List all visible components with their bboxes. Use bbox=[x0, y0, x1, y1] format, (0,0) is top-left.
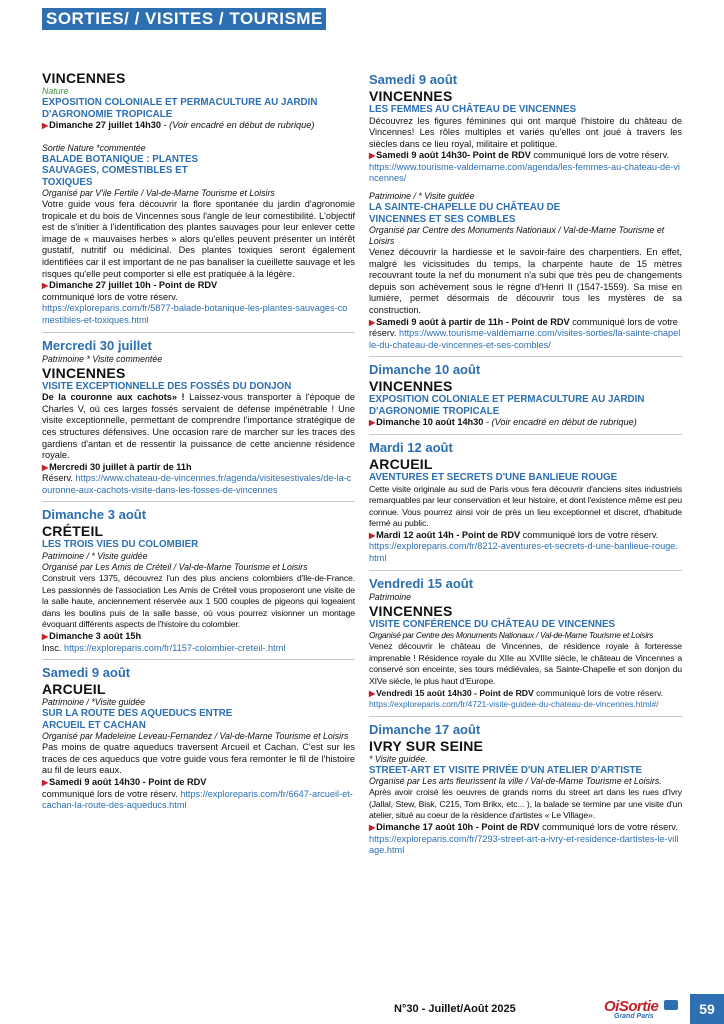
event-note: - (Voir encadré en début de rubrique) bbox=[161, 120, 315, 130]
event-when: ▶ Dimanche 10 août 14h30 bbox=[369, 417, 483, 427]
event-when: ▶ Samedi 9 août 14h30- Point de RDV bbox=[369, 150, 531, 160]
event-block bbox=[42, 338, 355, 503]
logo-wordmark: OiSortie bbox=[604, 998, 659, 1015]
event-link[interactable]: https://exploreparis.com/fr/8212-aventures-et-secrets-d-une-banlieue-rouge.html bbox=[369, 541, 678, 564]
event-category: Nature bbox=[42, 86, 69, 96]
event-block bbox=[42, 137, 355, 333]
event-description: Laissez-vous transporter à l'époque de Charles V, où ces larges fossés servaient de défense impénétrable ! Une visite exceptionnelle, permettant de comprendre l'importance stratégique de ces structures défensives. Une occasion rare de marcher sur les traces des gardiens d'antan et de ressentir la puissance de cette ancienne résidence royale. bbox=[42, 392, 355, 461]
event-block bbox=[369, 440, 682, 571]
logo-badge-icon bbox=[664, 1000, 678, 1010]
event-block bbox=[42, 70, 355, 132]
event-organizer: Organisé par Centre des Monuments Nationaux / Val-de-Marne Tourisme et Loisirs bbox=[369, 225, 665, 247]
event-title: LES TROIS VIES DU COLOMBIER bbox=[42, 539, 199, 551]
event-description: Votre guide vous fera découvrir la flore spontanée du jardin d'agronomie tropicale et du bois de Vincennes sous l'angle de leur comestibilité. L'objectif est de s'initier à l'identification des plantes sauvages pour leur enlever cette image de « mauvaises herbes » alors qu'elles peuvent présenter un intérêt gustatif, nutritif ou médicinal. Des plantes toxiques seront également identifiées car il est important de ne pas banaliser la cueillette sauvage et les risques qu'elle peut comporter si elle est pratiquée à la légère. bbox=[42, 199, 355, 279]
event-city: VINCENNES bbox=[369, 378, 453, 395]
event-organizer: Organisé par V'ile Fertile / Val-de-Marne Tourisme et Loisirs bbox=[42, 188, 275, 199]
event-city: IVRY SUR SEINE bbox=[369, 737, 484, 754]
event-booking: communiqué lors de votre réserv. bbox=[369, 316, 678, 339]
right-column bbox=[369, 72, 682, 867]
event-booking-line bbox=[42, 789, 355, 812]
event-title: VISITE CONFÉRENCE DU CHÂTEAU DE VINCENNES bbox=[369, 618, 616, 630]
event-description: Pas moins de quatre aqueducs traversent Arcueil et Cachan. C'est sur les traces de ces aqueducs que votre guide vous fera remonter le fil de l'histoire au fil de leurs eaux. bbox=[42, 742, 355, 776]
event-booking: communiqué lors de votre réserv. bbox=[539, 822, 678, 832]
event-link[interactable]: https://www.tourisme-valdemarne.com/visites-sorties/la-sainte-chapelle-du-chateau-de-vincennes-et-ses-combles/ bbox=[369, 328, 681, 350]
event-date: Mercredi 30 juillet bbox=[42, 337, 152, 353]
event-description-wrap bbox=[42, 392, 355, 462]
event-organizer: Organisé par Les arts fleurissent la ville / Val-de-Marne Tourisme et Loisirs. bbox=[369, 776, 662, 787]
event-when: ▶ Samedi 9 août à partir de 11h - Point de RDV bbox=[369, 317, 570, 327]
event-when-line bbox=[369, 688, 682, 700]
event-description: Venez découvrir le château de Vincennes, de résidence royale à forteresse imprenable ! Résidence royale du XIIe au XVIIIe siècle, le château de Vincennes a conservé son enceinte, ses tours médiévales, sa Sainte-Chapelle et son donjon du XIVe siècle, le plus haut d'Europe. bbox=[369, 641, 682, 686]
event-category: Patrimoine * Visite commentée bbox=[42, 353, 163, 364]
event-block bbox=[42, 507, 355, 660]
event-title: BALADE BOTANIQUE : PLANTES SAUVAGES, COMESTIBLES ET TOXIQUES bbox=[42, 153, 199, 188]
event-when-line bbox=[369, 822, 682, 834]
event-booking: communiqué lors de votre réserv. bbox=[42, 788, 181, 799]
event-block bbox=[369, 362, 682, 435]
event-block bbox=[369, 722, 682, 862]
event-title: STREET-ART ET VISITE PRIVÉE D'UN ATELIER D'ARTISTE bbox=[369, 764, 643, 776]
event-title: LES FEMMES AU CHÂTEAU DE VINCENNES bbox=[369, 104, 577, 115]
event-link[interactable]: https://exploreparis.com/fr/4721-visite-guidee-du-chateau-de-vincennes.html#/ bbox=[369, 699, 659, 710]
event-description: Venez découvrir la hardiesse et le savoir-faire des charpentiers. En effet, malgré les vicissitudes du temps, la charpente haute de 15 mètres recouvrant toute la nef du monument n'a subi que très peu de changements depuis son achèvement sous le règne d'Henri II (1547-1559). Sa mise en lumière, permet désormais de découvrir tous les mystères de sa construction. bbox=[369, 247, 682, 316]
event-category: Patrimoine / *Visite guidée bbox=[42, 697, 146, 708]
event-city: CRÉTEIL bbox=[42, 523, 104, 540]
event-lead: De la couronne aux cachots» ! bbox=[42, 392, 185, 403]
event-link[interactable]: https://exploreparis.com/fr/7293-street-art-a-ivry-et-residence-dartistes-le-village.html bbox=[369, 833, 679, 856]
event-date: Samedi 9 août bbox=[369, 72, 458, 87]
event-organizer: Organisé par Centre des Monuments Nationaux / Val-de-Marne Tourisme et Loisirs bbox=[369, 630, 654, 641]
event-city: VINCENNES bbox=[369, 88, 453, 104]
event-city: VINCENNES bbox=[42, 70, 126, 86]
event-when: ▶ Dimanche 17 août 10h - Point de RDV bbox=[369, 822, 540, 832]
event-block bbox=[42, 665, 355, 817]
event-when: ▶ Dimanche 27 juillet 14h30 bbox=[42, 120, 161, 130]
event-description: Après avoir croisé les oeuvres de grands noms du street art dans les rues d'Ivry (Jallal, Stew, Bisk, C215, Tom Brikx, etc... ), la balade se termine par une visite d'un atelier, situé au coeur de la résidence d'artistes « Le Village». bbox=[369, 787, 682, 821]
event-link[interactable]: https://exploreparis.com/fr/6647-arcueil-et-cachan-la-route-des-aqueducs.html bbox=[42, 788, 353, 811]
event-when: ▶ Dimanche 27 juillet 10h - Point de RDV bbox=[42, 280, 355, 292]
event-title: SUR LA ROUTE DES AQUEDUCS ENTRE ARCUEIL ET CACHAN bbox=[42, 708, 233, 731]
event-link[interactable]: https://www.chateau-de-vincennes.fr/agenda/visitesestivales/de-la-couronne-aux-cachots-visite-dans-les-fosses-de-vincennes bbox=[42, 473, 352, 495]
left-column bbox=[42, 70, 355, 822]
event-description: Construit vers 1375, découvrez l'un des plus anciens colombiers d'Ile-de-France. Les passionnés de l'association Les Amis de Créteil vous proposeront une visite de la salle haute, anciennement réservée aux 1 500 couples de pigeons qui logeaient dans les boulins puis de la salle basse, où vous pourrez visionner un montage évoquant différents aspects de l'histoire du colombier. bbox=[42, 572, 355, 630]
event-date: Mardi 12 août bbox=[369, 440, 453, 455]
event-link[interactable]: https://exploreparis.com/fr/1157-colombier-creteil-.html bbox=[63, 642, 286, 653]
event-block bbox=[369, 72, 682, 357]
event-booking-line bbox=[42, 473, 355, 496]
event-city: ARCUEIL bbox=[42, 681, 106, 698]
event-booking: communiqué lors de votre réserv. bbox=[42, 291, 178, 302]
event-when: ▶ Dimanche 3 août 15h bbox=[42, 631, 355, 643]
event-when: ▶ Mercredi 30 juillet à partir de 11h bbox=[42, 462, 355, 474]
event-link[interactable]: https://www.tourisme-valdemarne.com/agenda/les-femmes-au-chateau-de-vincennes/ bbox=[369, 161, 680, 184]
event-when: ▶ Mardi 12 août 14h - Point de RDV bbox=[369, 530, 520, 540]
event-when: ▶ Vendredi 15 août 14h30 - Point de RDV bbox=[369, 688, 534, 698]
event-description: Cette visite originale au sud de Paris vous fera découvrir d'anciens sites industriels remarquables par leur conservation et leur histoire, et dont l'existence même est peu connue. Vous pourrez ainsi voir de près un lieu exceptionnel et discret, d'habitude fermé au public. bbox=[369, 483, 682, 529]
event-category: Sortie Nature *commentée bbox=[42, 142, 146, 153]
event-title: VISITE EXCEPTIONNELLE DES FOSSÉS DU DONJON bbox=[42, 380, 292, 392]
event-when-line bbox=[369, 530, 682, 542]
event-booking-line bbox=[42, 643, 355, 655]
event-title: AVENTURES ET SECRETS D'UNE BANLIEUE ROUGE bbox=[369, 472, 618, 483]
event-when-line bbox=[369, 150, 682, 162]
magazine-logo bbox=[604, 998, 680, 1022]
event-title: LA SAINTE-CHAPELLE DU CHÂTEAU DE VINCENNES ET SES COMBLES bbox=[369, 202, 561, 225]
event-when-line bbox=[42, 120, 355, 132]
event-date: Samedi 9 août bbox=[42, 665, 131, 681]
event-note: - (Voir encadré en début de rubrique) bbox=[483, 417, 637, 428]
event-date: Dimanche 17 août bbox=[369, 721, 481, 737]
event-category: Patrimoine / * Visite guidée bbox=[42, 550, 148, 561]
event-when-line bbox=[369, 317, 682, 352]
event-category: * Visite guidée. bbox=[369, 753, 428, 764]
event-organizer: Organisé par Madeleine Leveau-Fernandez / Val-de-Marne Tourisme et Loisirs bbox=[42, 731, 349, 742]
section-title: SORTIES/ / VISITES / TOURISME bbox=[46, 9, 323, 28]
event-category: Patrimoine bbox=[369, 591, 412, 602]
event-description: Découvrez les figures féminines qui ont marqué l'histoire du château de Vincennes! Les rôles multiples et variés qu'elles ont joué à travers les siècles dans ce lieu royal, militaire et politique. bbox=[369, 115, 682, 149]
event-booking: Insc. bbox=[42, 642, 64, 653]
event-organizer: Organisé par Les Amis de Créteil / Val-de-Marne Tourisme et Loisirs bbox=[42, 561, 308, 572]
event-title: EXPOSITION COLONIALE ET PERMACULTURE AU JARDIN D'AGRONOMIE TROPICALE bbox=[42, 97, 318, 120]
event-link[interactable]: https://exploreparis.com/fr/5877-balade-botanique-les-plantes-sauvages-comestibles-et-toxiques.html bbox=[42, 303, 348, 326]
event-date: Dimanche 10 août bbox=[369, 362, 481, 378]
section-header bbox=[42, 8, 326, 30]
event-city: VINCENNES bbox=[369, 602, 453, 619]
logo-subtitle: Grand Paris bbox=[614, 1013, 654, 1020]
event-date: Vendredi 15 août bbox=[369, 575, 474, 591]
page-number: 59 bbox=[690, 994, 724, 1024]
event-when: ▶ Samedi 9 août 14h30 - Point de RDV bbox=[42, 777, 355, 789]
event-date: Dimanche 3 août bbox=[42, 507, 147, 523]
event-title: EXPOSITION COLONIALE ET PERMACULTURE AU JARDIN D'AGRONOMIE TROPICALE bbox=[369, 394, 645, 417]
event-booking: communiqué lors de votre réserv. bbox=[533, 687, 664, 698]
event-booking: communiqué lors de votre réserv. bbox=[520, 529, 659, 540]
event-city: VINCENNES bbox=[42, 364, 126, 381]
event-block bbox=[369, 576, 682, 717]
event-booking: communiqué lors de votre réserv. bbox=[530, 150, 670, 161]
event-when-line bbox=[369, 417, 682, 429]
event-city: ARCUEIL bbox=[369, 456, 433, 472]
event-category: Patrimoine / * Visite guidée bbox=[369, 191, 475, 202]
event-booking: Réserv. bbox=[42, 473, 76, 484]
issue-label: N°30 - Juillet/Août 2025 bbox=[394, 1003, 516, 1015]
